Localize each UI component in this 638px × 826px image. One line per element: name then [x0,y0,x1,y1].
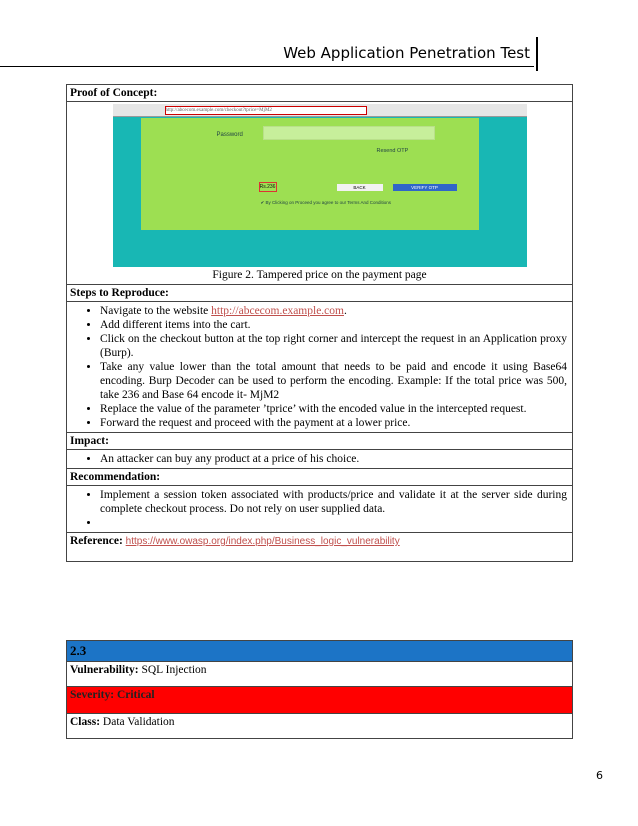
reference-row [67,533,573,562]
class-label: Class: [70,716,101,728]
terms-label: By Clicking on Proceed you agree to our Terms And Conditions [265,200,392,205]
reference-link[interactable]: https://www.owasp.org/index.php/Business_logic_vulnerability [125,536,400,547]
reference-label: Reference: [70,535,123,547]
recommendation-item: • Implement a session token associated with products/price and validate it at the server side during complete checkout process. Do not rely on user supplied data. [100,488,567,516]
poc-figure-cell [67,102,573,285]
steps-list-row [67,302,573,433]
steps-label: Steps to Reproduce: [67,285,573,302]
password-label: Password [216,132,243,138]
impact-list [70,452,569,466]
section-number: 2.3 [67,641,573,662]
class-cell [67,714,573,739]
header-vertical-bar [536,37,538,71]
terms-text [261,200,392,206]
vulnerability-value: SQL Injection [141,664,207,676]
steps-list-cell [67,302,573,433]
steps-label-row [67,285,573,302]
poc-label-row [67,85,573,102]
checkmark-icon: ✔ [260,200,266,205]
browser-toolbar [113,104,527,117]
poc-figure-row [67,102,573,285]
impact-label-row [67,433,573,450]
poc-label: Proof of Concept: [67,85,573,102]
class-row [67,714,573,739]
verify-otp-button: VERIFY OTP [393,184,457,191]
recommendation-item-empty [100,516,567,530]
vulnerability-cell [67,662,573,687]
vulnerability-label: Vulnerability: [70,664,139,676]
steps-list [70,304,569,430]
reference-cell [67,533,573,562]
severity-row [67,687,573,714]
sql-injection-table [66,640,573,739]
step-item [100,304,567,318]
step-item: • Replace the value of the parameter ’tprice’ with the encoded value in the intercepted request. [100,402,567,416]
step-text-suffix: . [343,305,347,317]
header-rule [0,66,534,67]
severity-cell: Severity: Critical [67,687,573,714]
page-number: 6 [596,769,603,782]
otp-panel [141,118,479,230]
page-header-title: Web Application Penetration Test [283,44,530,62]
step-item: • Click on the checkout button at the top right corner and intercept the request in an Application proxy (Burp). [100,332,567,360]
recommendation-list-cell [67,486,573,533]
tampered-price-box: Rs.236 [259,184,276,190]
vulnerability-details-table [66,84,573,562]
vulnerability-row [67,662,573,687]
recommendation-label-row [67,469,573,486]
recommendation-list [70,488,569,530]
step-item: • Add different items into the cart. [100,318,567,332]
resend-otp-link: Resend OTP [376,148,409,154]
section-number-row [67,641,573,662]
impact-label: Impact: [67,433,573,450]
figure-caption: Figure 2. Tampered price on the payment page [212,269,427,281]
class-value: Data Validation [102,716,175,728]
step-item: • Forward the request and proceed with the payment at a lower price. [100,416,567,430]
recommendation-list-row [67,486,573,533]
website-link[interactable]: http://abcecom.example.com [211,305,344,317]
step-item: • Take any value lower than the total amount that needs to be paid and encode it using Base64 encoding. Burp Decoder can be used to perform the encoding. Example: If the total price was 500, take 236 and Base 64 encode it- MjM2 [100,360,567,402]
recommendation-label: Recommendation: [67,469,573,486]
impact-list-cell [67,450,573,469]
impact-item: • An attacker can buy any product at a price of his choice. [100,452,567,466]
impact-list-row [67,450,573,469]
password-field [263,126,435,140]
browser-url-bar: http://abcecom.example.com/checkout?tprice=MjM2 [165,106,367,115]
step-text: Navigate to the website [100,305,212,317]
back-button: BACK [337,184,383,191]
payment-page-screenshot [113,104,527,267]
